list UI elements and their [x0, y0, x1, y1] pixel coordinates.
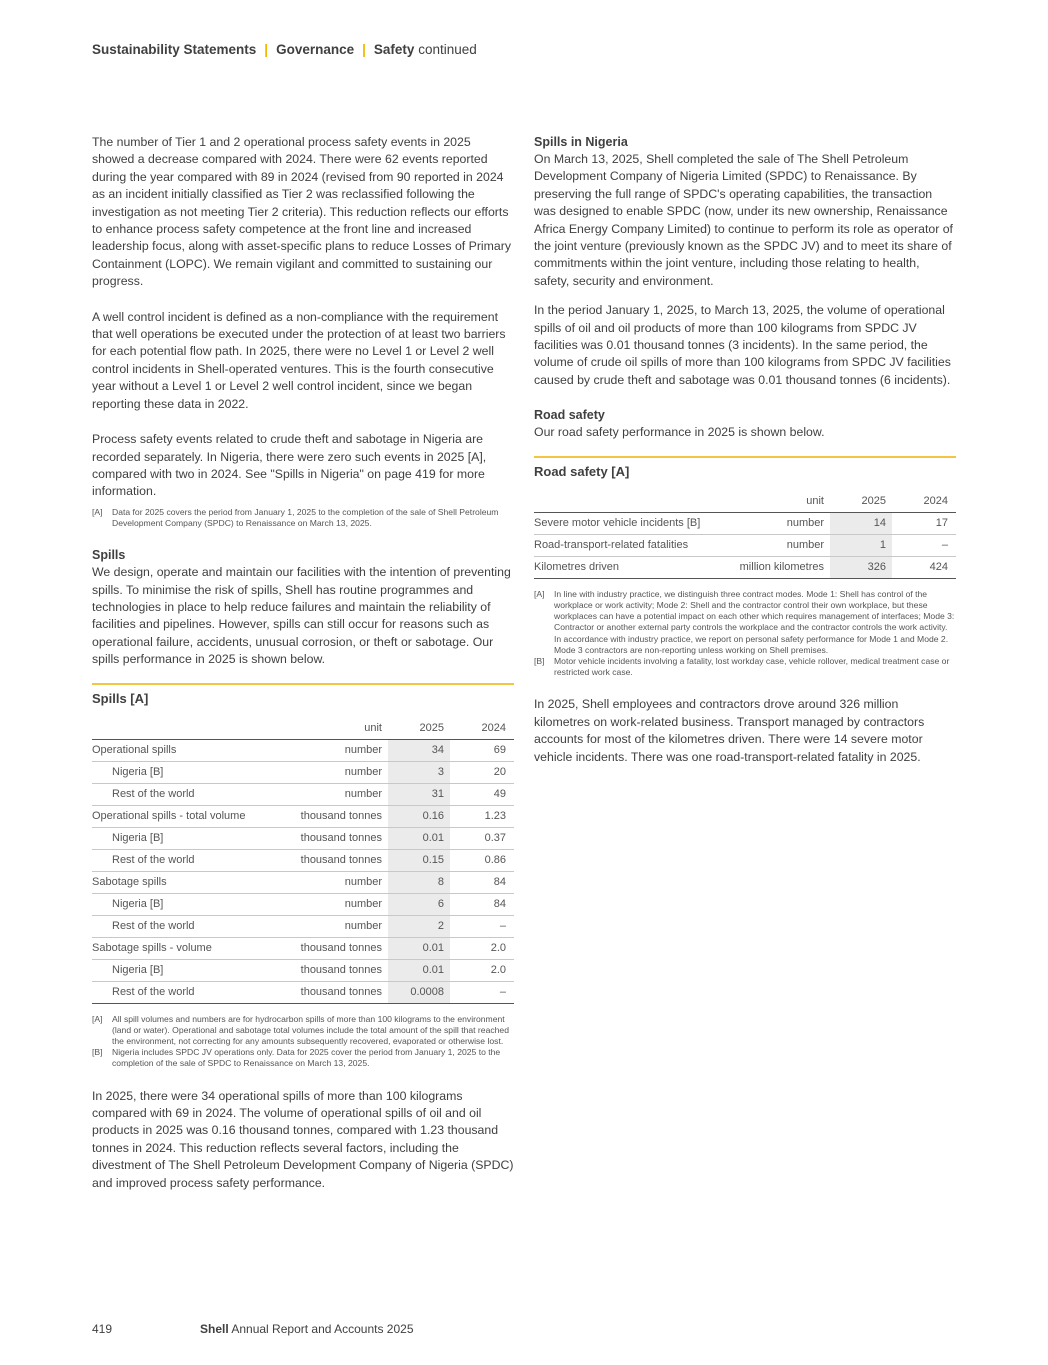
page-header [92, 42, 477, 57]
row-label: Sabotage spills [92, 876, 167, 889]
footnote-a [92, 507, 514, 529]
table-header-row [534, 491, 956, 513]
row-unit: thousand tonnes [300, 854, 382, 867]
footnote-text: All spill volumes and numbers are for hydrocarbon spills of more than 100 kilograms to the environment (land or water). Operational and sabotage total volumes include the total amount of the spill that reached the environment, not correcting for any amounts subsequently recovered, evaporated or otherwise lost. [112, 1013, 509, 1046]
row-value-2025: 34 [388, 739, 450, 761]
spills-heading: Spills [92, 548, 126, 563]
row-value-2024: 424 [929, 561, 948, 574]
table-header-row [92, 718, 514, 740]
spills-summary-paragraph: In 2025, there were 34 operational spills of more than 100 kilograms compared with 69 in 2024. The volume of operational spills of oil and oil products in 2025 was 0.16 thousand tonnes, compared with 1.23 thousand tonnes in 2024. This reduction reflects several factors, including the divestment of The Shell Petroleum Development Company of Nigeria (SPDC) and improved process safety performance. [92, 1088, 514, 1190]
table-row [92, 849, 514, 871]
row-unit: thousand tonnes [300, 810, 382, 823]
nigeria-paragraph-1: On March 13, 2025, Shell completed the sale of The Shell Petroleum Development Company of Nigeria Limited (SPDC) to Renaissance. By preserving the full range of SPDC's operating capabilities, the transaction was designed to enable SPDC (now, under its new ownership, Renaissance Africa Energy Company Limited) to continue to perform its role as operator of the joint venture (previously known as the SPDC JV) and to meet its share of commitments within the joint venture, including those relating to health, safety, security and environment. [534, 152, 953, 288]
row-label: Nigeria [B] [112, 898, 164, 911]
row-unit: number [344, 744, 382, 757]
row-value-2025: 326 [830, 556, 892, 578]
row-unit: thousand tonnes [300, 986, 382, 999]
footnote-text: Nigeria includes SPDC JV operations only. Data for 2025 cover the period from January 1, 2025 to the completion of the sale of SPDC to Renaissance on March 13, 2025. [112, 1047, 501, 1069]
header-separator: | [362, 42, 366, 57]
column-header-2024: 2024 [481, 722, 506, 735]
row-value-2024: 69 [493, 744, 506, 757]
road-footnote-a [534, 589, 956, 656]
row-label: Nigeria [B] [112, 832, 164, 845]
footnote-text: In line with industry practice, we distinguish three contract modes. Mode 1: Shell has control of the workplace or work activity; Mode 2: Shell and the contractor control their own workplace, but these workplaces can have a potential impact on each other which requires management of interfaces; Mode 3: Contractor or another external party controls the workplace and the contractor controls the work activity. In accordance with industry practice, we report on personal safety performance for Mode 1 and Mode 2. Mode 3 contractors are non-reporting unless working on Shell premises. [554, 588, 955, 655]
row-value-2024: 20 [493, 766, 506, 779]
header-separator: | [264, 42, 269, 57]
road-safety-heading: Road safety [534, 408, 605, 423]
row-label: Operational spills - total volume [92, 810, 246, 823]
row-unit: number [344, 766, 382, 779]
row-value-2025: 3 [388, 761, 450, 783]
row-value-2024: 49 [493, 788, 506, 801]
road-safety-paragraph: Our road safety performance in 2025 is shown below. [534, 425, 825, 440]
header-continued: continued [418, 42, 477, 57]
row-label: Rest of the world [112, 854, 195, 867]
row-unit: thousand tonnes [300, 964, 382, 977]
crude-theft-paragraph: Process safety events related to crude theft and sabotage in Nigeria are recorded separately. In Nigeria, there were zero such events in 2025 [A], compared with two in 2024. See "Spills in Nigeria" on page 419 for more information. [92, 432, 487, 499]
row-value-2024: 84 [493, 898, 506, 911]
footnote-tag: [A] [92, 1013, 103, 1024]
footnote-text: Data for 2025 covers the period from January 1, 2025 to the completion of the sale of Shell Petroleum Development Company (SPDC) to Renaissance on March 13, 2025. [112, 506, 499, 528]
page-number: 419 [92, 1322, 113, 1336]
row-value-2025: 0.16 [388, 805, 450, 827]
column-header-2025: 2025 [419, 722, 444, 735]
row-value-2024: 84 [493, 876, 506, 889]
table-row [92, 893, 514, 915]
column-header-2024: 2024 [923, 495, 948, 508]
row-label: Kilometres driven [534, 561, 619, 574]
table-row [92, 783, 514, 805]
row-label: Operational spills [92, 744, 177, 757]
right-column [534, 134, 956, 766]
table-row [92, 937, 514, 959]
road-safety-table-section [534, 456, 956, 579]
spills-paragraph: We design, operate and maintain our facilities with the intention of preventing spills. To minimise the risk of spills, Shell has routine programmes and technologies in place to help reduce failures and maintain the reliability of facilities and pipelines. However, spills can still occur for reasons such as operational failure, accidents, unusual corrosion, or theft or sabotage. Our spills performance in 2025 is shown below. [92, 565, 511, 667]
table-row [92, 981, 514, 1003]
well-control-paragraph: A well control incident is defined as a non-compliance with the requirement that well operations be executed under the protection of at least two barriers for each potential flow path. In 2025, there were no Level 1 or Level 2 well control incidents in Shell-operated ventures. This is the fourth consecutive year without a Level 1 or Level 2 well control incident, since we began reporting these data in 2022. [92, 309, 506, 411]
row-value-2024: 1.23 [484, 810, 506, 823]
row-unit: number [344, 920, 382, 933]
row-value-2025: 31 [388, 783, 450, 805]
row-unit: number [344, 788, 382, 801]
row-value-2025: 0.01 [388, 959, 450, 981]
spills-footnote-a [92, 1014, 514, 1048]
row-value-2024: 2.0 [490, 964, 506, 977]
row-value-2024: 17 [935, 517, 948, 530]
row-value-2024: – [499, 986, 506, 999]
row-value-2025: 2 [388, 915, 450, 937]
column-header-2025: 2025 [861, 495, 886, 508]
footer-title: Annual Report and Accounts 2025 [231, 1322, 414, 1336]
header-topic: Safety [373, 42, 415, 57]
footnote-text: Motor vehicle incidents involving a fatality, lost workday case, vehicle rollover, medical treatment case or restricted work case. [554, 655, 950, 678]
footnote-tag: [B] [92, 1047, 103, 1058]
table-row [534, 512, 956, 534]
row-label: Road-transport-related fatalities [534, 539, 689, 552]
left-column [92, 134, 514, 1192]
row-unit: thousand tonnes [300, 832, 382, 845]
row-value-2025: 8 [388, 871, 450, 893]
spills-table [92, 718, 514, 1004]
spills-footnote-b [92, 1047, 514, 1069]
spills-table-title: Spills [A] [92, 690, 149, 706]
row-value-2024: 2.0 [490, 942, 506, 955]
table-row [92, 805, 514, 827]
row-value-2024: 0.37 [484, 832, 506, 845]
process-safety-paragraph: The number of Tier 1 and 2 operational process safety events in 2025 showed a decrease compared with 2024. There were 62 events reported during the year compared with 89 in 2024 (revised from 90 reported in 2024 as an incident initially classified as Tier 2 was reclassified following the investigation as not meeting Tier 2 criteria). This reduction reflects our efforts to enhance process safety competence at the front line and increased leadership focus, along with asset-specific plans to reduce Losses of Primary Containment (LOPC). We remain vigilant and committed to sustaining our progress. [92, 135, 511, 289]
table-row [92, 915, 514, 937]
footnote-tag: [B] [534, 655, 545, 666]
row-label: Sabotage spills - volume [92, 942, 212, 955]
row-unit: million kilometres [739, 561, 824, 574]
table-row [534, 556, 956, 578]
row-value-2024: 0.86 [484, 854, 506, 867]
row-label: Rest of the world [112, 986, 195, 999]
table-row [92, 827, 514, 849]
row-value-2025: 0.01 [388, 827, 450, 849]
row-value-2024: – [499, 920, 506, 933]
column-header-unit: unit [364, 722, 382, 735]
row-value-2025: 0.0008 [388, 981, 450, 1003]
row-label: Rest of the world [112, 788, 195, 801]
table-row [92, 871, 514, 893]
row-unit: number [786, 517, 824, 530]
table-row [92, 761, 514, 783]
row-unit: thousand tonnes [300, 942, 382, 955]
table-row [92, 959, 514, 981]
road-safety-table [534, 491, 956, 579]
road-safety-table-title: Road safety [A] [534, 463, 630, 479]
page-footer [92, 1322, 414, 1336]
row-label: Nigeria [B] [112, 964, 164, 977]
footnote-tag: [A] [534, 588, 545, 599]
row-value-2024: – [941, 539, 948, 552]
nigeria-paragraph-2: In the period January 1, 2025, to March 13, 2025, the volume of operational spills of oil and oil products of more than 100 kilograms from SPDC JV facilities was 0.01 thousand tonnes (3 incidents). In the same period, the volume of crude oil spills of more than 100 kilograms from SPDC JV facilities caused by crude theft and sabotage was 0.01 thousand tonnes (6 incidents). [534, 303, 951, 387]
row-value-2025: 1 [830, 534, 892, 556]
row-unit: number [344, 898, 382, 911]
row-label: Nigeria [B] [112, 766, 164, 779]
column-header-unit: unit [806, 495, 824, 508]
table-row [534, 534, 956, 556]
row-value-2025: 0.15 [388, 849, 450, 871]
row-label: Severe motor vehicle incidents [B] [534, 517, 701, 530]
row-label: Rest of the world [112, 920, 195, 933]
road-safety-summary-paragraph: In 2025, Shell employees and contractors drove around 326 million kilometres on work-related business. Transport managed by contractors accounts for most of the kilometres driven. There were 14 severe motor vehicle incidents. There was one road-transport-related fatality in 2025. [534, 697, 925, 764]
header-section: Sustainability Statements [92, 42, 257, 57]
row-unit: number [786, 539, 824, 552]
footer-brand: Shell [200, 1322, 229, 1336]
row-value-2025: 14 [830, 512, 892, 534]
row-value-2025: 0.01 [388, 937, 450, 959]
row-value-2025: 6 [388, 893, 450, 915]
footnote-tag: [A] [92, 506, 103, 517]
header-subsection: Governance [276, 42, 355, 57]
row-unit: number [344, 876, 382, 889]
table-row [92, 739, 514, 761]
road-footnote-b [534, 656, 956, 678]
nigeria-heading: Spills in Nigeria [534, 135, 628, 149]
spills-table-section [92, 683, 514, 1004]
